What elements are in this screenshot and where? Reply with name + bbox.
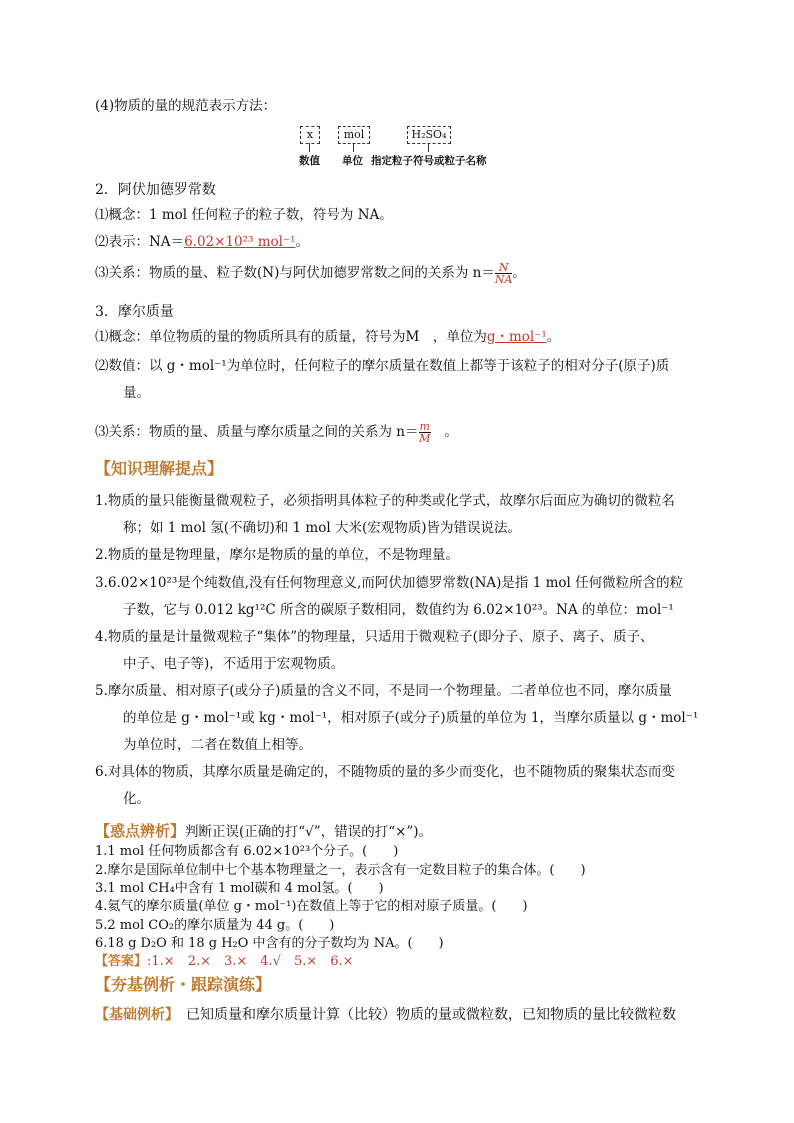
molar-value-line1: ⑵数值：以 g・mol⁻¹为单位时，任何粒子的摩尔质量在数值上都等于该粒子的相对分子(原子)质 xyxy=(95,358,670,374)
basic-example-text: 已知质量和摩尔质量计算（比较）物质的量或微粒数，已知物质的量比较微粒数 xyxy=(172,1007,676,1023)
answer-line xyxy=(95,953,354,971)
understanding-line: 3.6.02×10²³是个纯数值,没有任何物理意义,而阿伏加德罗常数(NA)是指 1 mol 任何微粒所含的粒 xyxy=(95,575,684,591)
understanding-line: 中子、电子等)，不适用于宏观物质。 xyxy=(123,656,345,672)
particle-caption: 指定粒子符号或粒子名称 xyxy=(371,155,487,167)
understanding-line: 2.物质的量是物理量，摩尔是物质的量的单位，不是物理量。 xyxy=(95,547,459,563)
understanding-line: 6.对具体的物质，其摩尔质量是确定的，不随物质的量的多少而变化，也不随物质的聚集状态而变 xyxy=(95,764,675,780)
arrow-icon xyxy=(353,143,354,152)
basic-example-label: 【基础例析】 xyxy=(95,1007,172,1023)
examples-title: 【夯基例析・跟踪演练】 xyxy=(95,975,272,994)
molar-unit: g・mol⁻¹ xyxy=(486,329,547,345)
confusion-item: 6.18 g D₂O 和 18 g H₂O 中含有的分子数均为 NA。( ) xyxy=(95,936,444,951)
understanding-title: 【知识理解提点】 xyxy=(95,459,224,478)
confusion-item: 3.1 mol CH₄中含有 1 mol碳和 4 mol氢。( ) xyxy=(95,881,384,896)
understanding-line: 4.物质的量是计量微观粒子“集体”的物理量，只适用于微观粒子(即分子、原子、离子、质子、 xyxy=(95,629,654,645)
arrow-icon xyxy=(428,143,429,152)
fraction-n-over-na: $\frac{N}{NA}$ xyxy=(494,261,513,286)
confusion-header xyxy=(95,822,432,841)
understanding-line: 化。 xyxy=(123,791,150,807)
unit-box: mol xyxy=(338,126,370,144)
avogadro-concept: ⑴概念：1 mol 任何粒子的粒子数，符号为 NA。 xyxy=(95,207,393,223)
section-4-title: (4)物质的量的规范表示方法： xyxy=(95,98,277,114)
avogadro-heading: 2．阿伏加德罗常数 xyxy=(95,182,216,198)
value-box: x xyxy=(300,126,320,144)
understanding-line: 称；如 1 mol 氢(不确切)和 1 mol 大米(宏观物质)皆为错误说法。 xyxy=(123,520,521,536)
particle-box: H₂SO₄ xyxy=(407,126,451,144)
confusion-title: 【惑点辨析】 xyxy=(95,822,186,840)
answer-label: 【答案】 xyxy=(95,954,148,969)
avogadro-relation: ⑶关系：物质的量、粒子数(N)与阿伏加德罗常数之间的关系为 n＝ $\frac{N}{NA}$ 。 xyxy=(95,261,526,286)
confusion-intro: 判断正误(正确的打“√”，错误的打“×”)。 xyxy=(185,824,433,840)
confusion-item: 5.2 mol CO₂的摩尔质量为 44 g。( ) xyxy=(95,918,335,933)
avogadro-representation: ⑵表示：NA＝6.02×10²³ mol⁻¹。 xyxy=(95,234,310,250)
unit-caption: 单位 xyxy=(342,155,363,167)
understanding-line: 子数，它与 0.012 kg¹²C 所含的碳原子数相同，数值约为 6.02×10²³。NA 的单位：mol⁻¹ xyxy=(123,602,674,618)
molar-heading: 3．摩尔质量 xyxy=(95,304,174,320)
understanding-line: 1.物质的量只能衡量微观粒子，必须指明具体粒子的种类或化学式，故摩尔后面应为确切的微粒名 xyxy=(95,493,675,509)
answer-text: :1.× 2.× 3.× 4.√ 5.× 6.× xyxy=(147,954,354,969)
avogadro-value: 6.02×10²³ mol⁻¹ xyxy=(184,234,296,250)
understanding-line: 为单位时，二者在数值上相等。 xyxy=(123,737,312,753)
molar-value-line2: 量。 xyxy=(123,385,150,401)
understanding-line: 的单位是 g・mol⁻¹或 kg・mol⁻¹，相对原子(或分子)质量的单位为 1，当摩尔质量以 g・mol⁻¹ xyxy=(123,710,699,726)
molar-relation: ⑶关系：物质的量、质量与摩尔质量之间的关系为 n＝ $\frac{m}{M}$ 。 xyxy=(95,420,458,445)
basic-example-line xyxy=(95,1006,676,1024)
value-caption: 数值 xyxy=(299,155,320,167)
fraction-m-over-M: $\frac{m}{M}$ xyxy=(419,420,431,445)
confusion-item: 4.氦气的摩尔质量(单位 g・mol⁻¹)在数值上等于它的相对原子质量。( ) xyxy=(95,899,528,914)
molar-concept: ⑴概念：单位物质的量的物质所具有的质量，符号为M ，单位为g・mol⁻¹。 xyxy=(95,329,561,345)
arrow-icon xyxy=(309,143,310,152)
confusion-item: 1.1 mol 任何物质都含有 6.02×10²³个分子。( ) xyxy=(95,844,399,859)
confusion-item: 2.摩尔是国际单位制中七个基本物理量之一，表示含有一定数目粒子的集合体。( ) xyxy=(95,863,586,878)
understanding-line: 5.摩尔质量、相对原子(或分子)质量的含义不同，不是同一个物理量。二者单位也不同，摩尔质量 xyxy=(95,683,672,699)
